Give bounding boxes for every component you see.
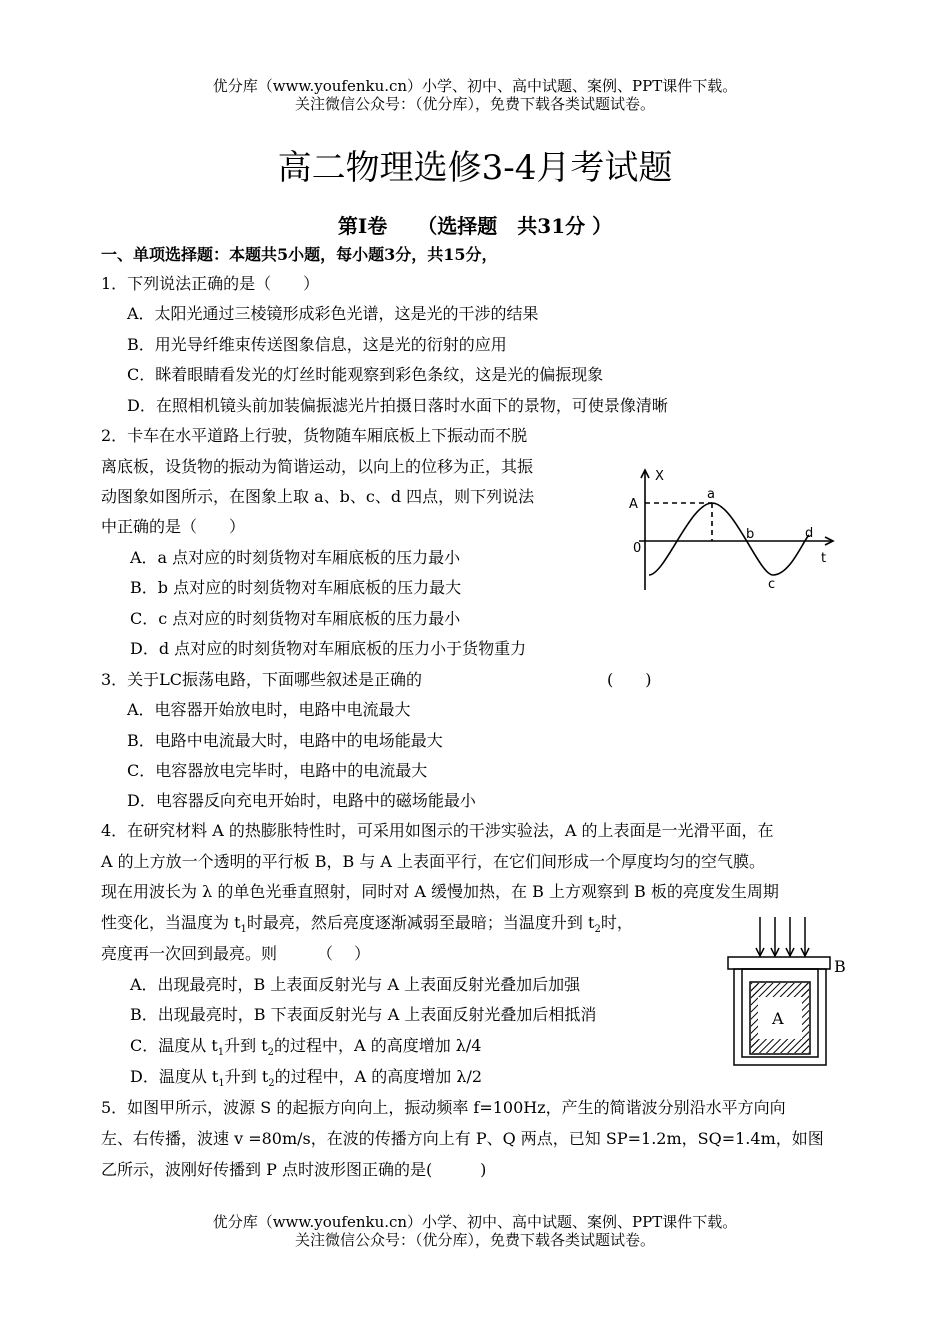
q2-option-d: D．d 点对应的时刻货物对车厢底板的压力小于货物重力 [130,639,527,658]
q1-stem: 1．下列说法正确的是（ ） [101,274,320,293]
q2-stem-4: 中正确的是（ ） [101,517,246,536]
graph-point-a: a [707,487,715,502]
q2-option-b: B．b 点对应的时刻货物对车厢底板的压力最大 [130,578,462,597]
q4-option-c: C．温度从 $t_1$升到 $t_2$的过程中，A 的高度增加 λ/4 [130,1036,482,1059]
graph-origin-label: 0 [633,541,642,556]
q3-option-c: C．电容器放电完毕时，电路中的电流最大 [127,761,428,780]
part-title: 第Ⅰ卷 （选择题 共31分 ） [337,214,613,238]
graph-curve [649,503,809,575]
q4-line-3: 现在用波长为 λ 的单色光垂直照射，同时对 A 缓慢加热，在 B 上方观察到 B 板的亮度发生周期 [101,882,779,901]
interference-figure [720,915,855,1070]
q4-line-4: 性变化，当温度为 $t_1$时最亮，然后亮度逐渐减弱至最暗；当温度升到 $t_2$时， [101,913,633,936]
site-header-line2: 关注微信公众号：（优分库），免费下载各类试题试卷。 [294,95,655,113]
vibration-graph [625,462,840,594]
q5-line-1: 5．如图甲所示，波源 S 的起振方向向上，振动频率 f=100Hz，产生的简谐波分别沿水平方向向 [101,1098,786,1117]
q1-option-d: D．在照相机镜头前加装偏振滤光片拍摄日落时水面下的景物，可使景像清晰 [127,396,668,415]
q2-option-a: A．a 点对应的时刻货物对车厢底板的压力最小 [130,548,461,567]
site-header-line1: 优分库（www.youfenku.cn）小学、初中、高中试题、案例、PPT课件下载。 [212,77,738,95]
q5-line-2: 左、右传播，波速 v =80m/s，在波的传播方向上有 P、Q 两点，已知 SP=1.2m，SQ=1.4m，如图 [101,1129,824,1148]
graph-point-b: b [746,527,755,542]
q2-option-c: C．c 点对应的时刻货物对车厢底板的压力最小 [130,609,461,628]
graph-point-c: c [768,577,776,592]
page-title: 高二物理选修3-4月考试题 [277,148,673,188]
q3-option-a: A．电容器开始放电时，电路中电流最大 [127,700,411,719]
q2-stem-3: 动图象如图所示，在图象上取 a、b、c、d 四点，则下列说法 [101,487,535,506]
q1-option-b: B．用光导纤维束传送图象信息，这是光的衍射的应用 [127,335,507,354]
q4-line-5: 亮度再一次回到最亮。则 （ ） [101,944,371,963]
graph-point-d: d [805,526,814,541]
graph-amp-label: A [629,497,638,512]
q4-line-2: A 的上方放一个透明的平行板 B，B 与 A 上表面平行，在它们间形成一个厚度均匀的空气膜。 [101,852,766,871]
q3-option-b: B．电路中电流最大时，电路中的电场能最大 [127,731,443,750]
graph-y-label: X [655,469,664,484]
q3-paren: ( ) [607,670,652,689]
section-heading: 一、单项选择题：本题共5小题，每小题3分，共15分， [101,245,498,264]
q1-option-c: C．眯着眼睛看发光的灯丝时能观察到彩色条纹，这是光的偏振现象 [127,365,604,384]
q2-stem-1: 2．卡车在水平道路上行驶，货物随车厢底板上下振动而不脱 [101,426,528,445]
q4-option-d: D．温度从 $t_1$升到 $t_2$的过程中，A 的高度增加 λ/2 [130,1067,483,1090]
q3-stem: 3．关于LC振荡电路，下面哪些叙述是正确的 [101,670,423,689]
figure-label-a: A [772,1009,784,1028]
q3-option-d: D．电容器反向充电开始时，电路中的磁场能最小 [127,791,476,810]
q4-option-a: A．出现最亮时，B 上表面反射光与 A 上表面反射光叠加后加强 [130,975,581,994]
site-footer-line1: 优分库（www.youfenku.cn）小学、初中、高中试题、案例、PPT课件下载。 [212,1213,738,1231]
q4-line-1: 4．在研究材料 A 的热膨胀特性时，可采用如图示的干涉实验法，A 的上表面是一光滑平面，在 [101,821,774,840]
plate-b [728,957,830,969]
q2-stem-2: 离底板，设货物的振动为简谐运动，以向上的位移为正，其振 [101,457,534,476]
figure-label-b: B [834,957,846,976]
q4-option-b: B．出现最亮时，B 下表面反射光与 A 上表面反射光叠加后相抵消 [130,1005,597,1024]
q5-line-3: 乙所示，波刚好传播到 P 点时波形图正确的是( ) [101,1160,487,1179]
site-footer-line2: 关注微信公众号：（优分库），免费下载各类试题试卷。 [294,1231,655,1249]
graph-x-label: t [821,551,827,566]
q1-option-a: A．太阳光通过三棱镜形成彩色光谱，这是光的干涉的结果 [127,304,539,323]
